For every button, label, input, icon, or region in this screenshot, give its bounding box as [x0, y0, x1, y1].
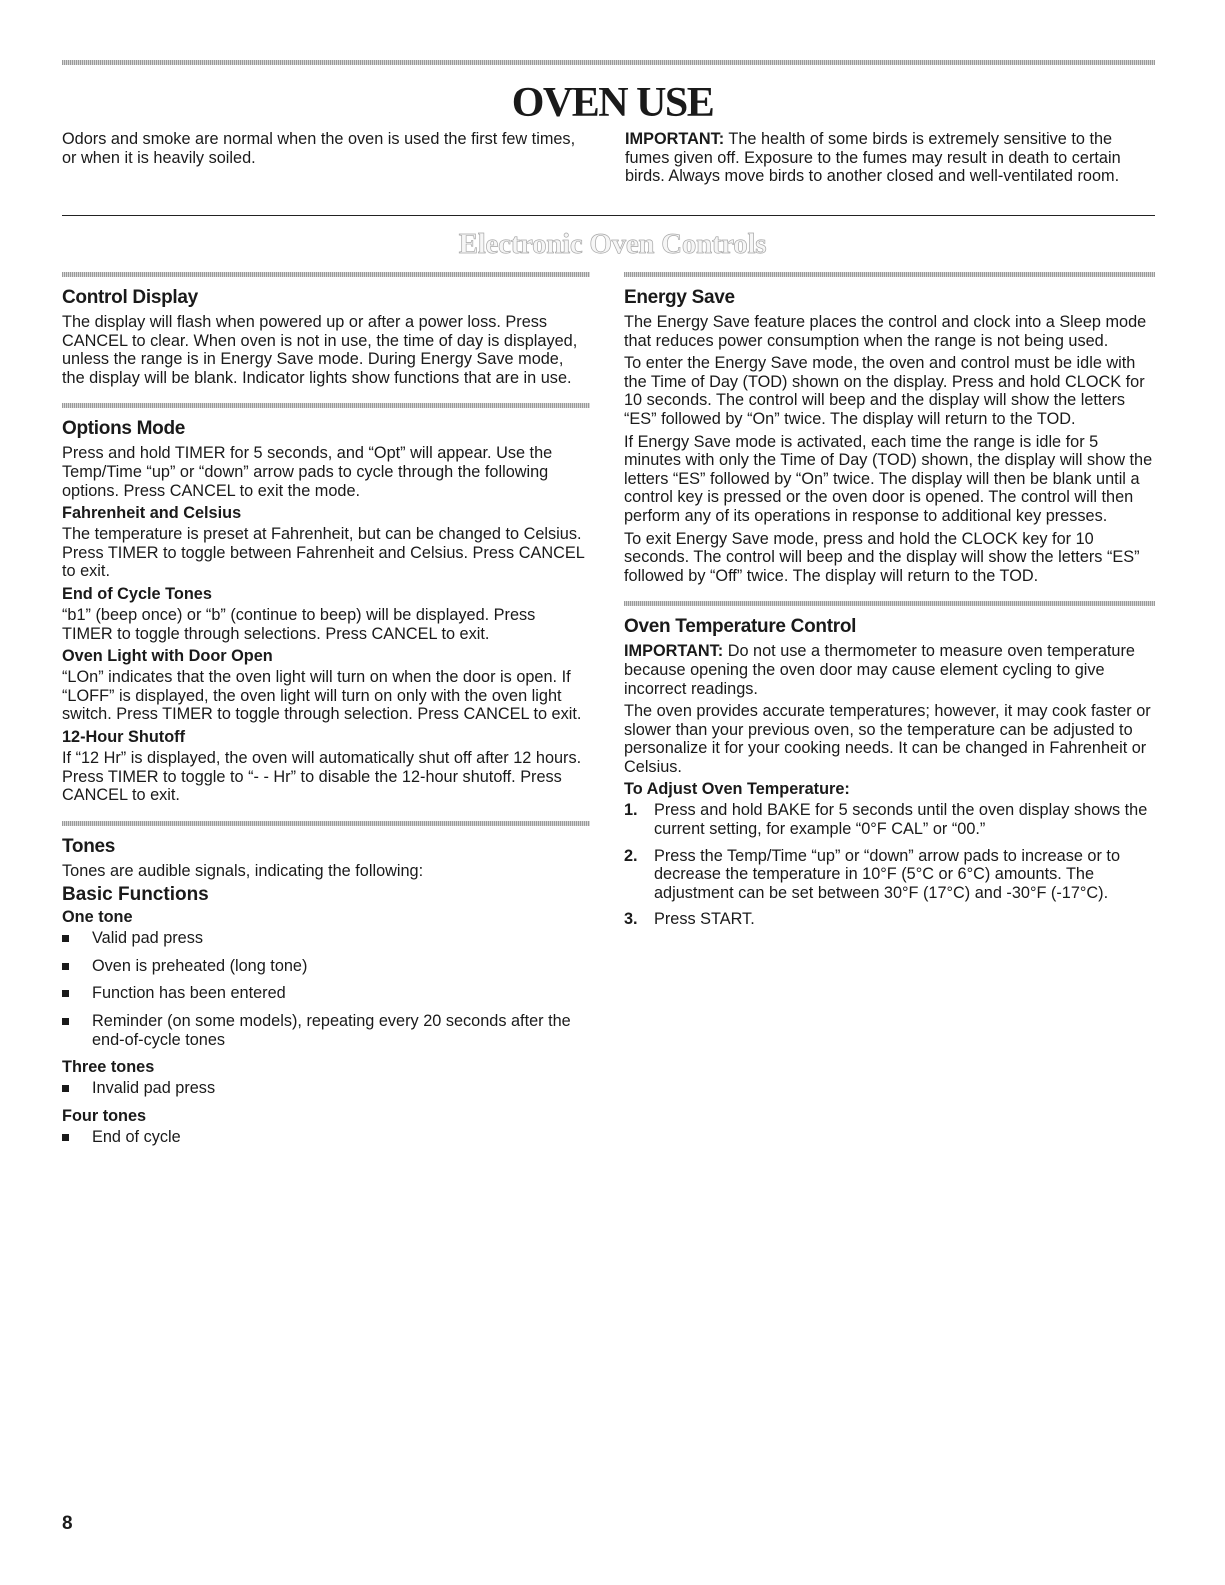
energy-save-heading: Energy Save [624, 287, 735, 308]
three-tones-heading: Three tones [62, 1058, 155, 1077]
oven-light-heading: Oven Light with Door Open [62, 647, 273, 666]
oven-temp-p2: The oven provides accurate temperatures; however, it may cook faster or slower than your previous oven, so the temperature can be adjusted to personalize it for your cooking needs. It can be changed in Fahrenheit or Celsius. [624, 702, 1151, 776]
important-text: The health of some birds is extremely sensitive to the fumes given off. Exposure to the fumes may result in death to certain birds. Always move birds to another closed and well-ventilated room. [625, 130, 1121, 186]
list-item: Reminder (on some models), repeating every 20 seconds after the end-of-cycle tones [62, 1012, 590, 1049]
end-cycle-tones-heading: End of Cycle Tones [62, 584, 212, 603]
list-item: Valid pad press [62, 929, 590, 948]
hatch-divider [62, 272, 590, 277]
left-column [62, 272, 590, 1155]
energy-save-p3: If Energy Save mode is activated, each time the range is idle for 5 minutes with only the Time of Day (TOD) shown, the display will show the letters “ES” followed by “On” twice. The display will then be blank until a control key is pressed or the oven door is opened. The control will then perform any of its operations in response to additional key presses. [624, 432, 1153, 525]
one-tone-list [62, 929, 590, 1049]
hatch-divider [62, 403, 590, 408]
adjust-steps-list [624, 801, 1155, 929]
options-mode-heading: Options Mode [62, 418, 186, 440]
end-cycle-tones-text: “b1” (beep once) or “b” (continue to beep) will be displayed. Press TIMER to toggle through selections. Press CANCEL to exit. [62, 605, 536, 643]
list-item: Invalid pad press [62, 1079, 590, 1098]
step-item: 2. Press the Temp/Time “up” or “down” arrow pads to increase or to decrease the temperature in 10°F (5°C or 6°C) amounts. The adjustment can be set between 30°F (17°C) and -30°F (-17°C). [624, 846, 1121, 902]
bullet-icon [62, 963, 69, 970]
shutoff-heading: 12-Hour Shutoff [62, 727, 185, 746]
bullet-icon [62, 1018, 69, 1025]
basic-functions-heading: Basic Functions [62, 884, 209, 906]
right-column [624, 272, 1155, 937]
options-mode-text: Press and hold TIMER for 5 seconds, and “Opt” will appear. Use the Temp/Time “up” or “down” arrow pads to cycle through the following options. Press CANCEL to exit the mode. [62, 444, 553, 500]
four-tones-heading: Four tones [62, 1106, 147, 1125]
hatch-divider [624, 601, 1155, 606]
adjust-temp-heading: To Adjust Oven Temperature: [624, 780, 850, 799]
control-display-text: The display will flash when powered up or after a power loss. Press CANCEL to clear. When oven is not in use, the time of day is displayed, unless the range is in Energy Save mode. During Energy Save mode, the display will be blank. Indicator lights show functions that are in use. [62, 313, 578, 387]
bullet-icon [62, 1134, 69, 1141]
section-title: Electronic Oven Controls [458, 228, 767, 260]
list-item: End of cycle [62, 1128, 590, 1147]
bullet-icon [62, 935, 69, 942]
bullet-icon [62, 1085, 69, 1092]
intro-important-note [625, 130, 1155, 186]
tones-intro: Tones are audible signals, indicating the following: [62, 861, 424, 880]
one-tone-heading: One tone [62, 908, 133, 927]
intro-odors-text: Odors and smoke are normal when the oven is used the first few times, or when it is heavily soiled. [62, 130, 576, 167]
step-item: 1. Press and hold BAKE for 5 seconds until the oven display shows the current setting, for example “0°F CAL” or “00.” [624, 801, 1148, 839]
list-item: Function has been entered [62, 984, 590, 1003]
hatch-divider [624, 272, 1155, 277]
page-number: 8 [62, 1513, 73, 1534]
energy-save-p4: To exit Energy Save mode, press and hold the CLOCK key for 10 seconds. The control will beep and the display will show the letters “ES” followed by “Off” twice. The display will return to the TOD. [624, 529, 1140, 585]
fahrenheit-celsius-text: The temperature is preset at Fahrenheit, but can be changed to Celsius. Press TIMER to toggle between Fahrenheit and Celsius. Press CANCEL to exit. [62, 525, 585, 581]
fahrenheit-celsius-heading: Fahrenheit and Celsius [62, 504, 242, 523]
three-tones-list [62, 1079, 590, 1098]
important-label: IMPORTANT: [624, 642, 724, 661]
list-item: Oven is preheated (long tone) [62, 957, 590, 976]
important-label: IMPORTANT: [625, 130, 725, 148]
oven-light-text: “LOn” indicates that the oven light will turn on when the door is open. If “LOFF” is displayed, the oven light will turn on only with the oven light switch. Press TIMER to toggle through selection. Press CANCEL to exit. [62, 668, 582, 724]
shutoff-text: If “12 Hr” is displayed, the oven will automatically shut off after 12 hours. Press TIMER to toggle to “- - Hr” to disable the 12-hour shutoff. Press CANCEL to exit. [62, 748, 582, 805]
energy-save-p1: The Energy Save feature places the control and clock into a Sleep mode that reduces power consumption when the range is not being used. [624, 313, 1147, 350]
energy-save-p2: To enter the Energy Save mode, the oven and control must be idle with the Time of Day (TOD) shown on the display. Press and hold CLOCK for 10 seconds. The control will beep and the display will show the letters “ES” followed by “On” twice. The display will return to the TOD. [624, 354, 1145, 428]
control-display-heading: Control Display [62, 287, 198, 308]
oven-temp-heading: Oven Temperature Control [624, 616, 857, 638]
section-divider [62, 215, 1155, 216]
top-decorative-bar [62, 60, 1155, 65]
four-tones-list [62, 1128, 590, 1147]
step-item: 3. Press START. [624, 910, 755, 929]
oven-temp-important: IMPORTANT: Do not use a thermometer to measure oven temperature because opening the oven door may cause element cycling to give incorrect readings. [624, 642, 1135, 698]
tones-heading: Tones [62, 835, 116, 857]
hatch-divider [62, 821, 590, 826]
bullet-icon [62, 990, 69, 997]
page-title: OVEN USE [511, 80, 714, 126]
